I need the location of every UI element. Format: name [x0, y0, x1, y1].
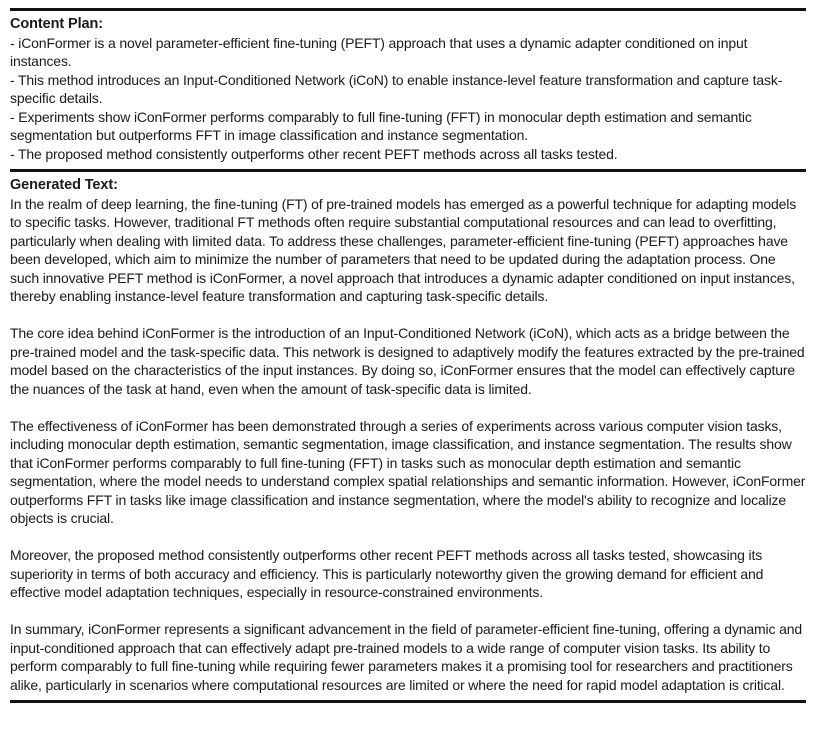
bottom-rule	[10, 700, 806, 703]
generated-text-section	[10, 172, 806, 700]
content-plan-heading: Content Plan:	[10, 16, 103, 32]
generated-text-paragraph: In summary, iConFormer represents a significant advancement in the field of parameter-efficient fine-tuning, offering a dynamic and input-conditioned approach that can effectively adapt pre-trained models to a wide range of computer vision tasks. Its ability to perform comparably to full fine-tuning while requiring fewer parameters makes it a promising tool for researchers and practitioners alike, particularly in scenarios where computational resources are limited or where the need for rapid model adaptation is critical.	[10, 621, 802, 693]
content-plan-item: - iConFormer is a novel parameter-efficient fine-tuning (PEFT) approach that uses a dynamic adapter conditioned on input instances.	[10, 34, 748, 69]
generated-text-paragraph: The core idea behind iConFormer is the introduction of an Input-Conditioned Network (iCoN), which acts as a bridge between the pre-trained model and the task-specific data. This network is designed to adaptively modify the features extracted by the pre-trained model based on the characteristics of the input instances. By doing so, iConFormer ensures that the model can effectively capture the nuances of the task at hand, even when the amount of task-specific data is limited.	[10, 325, 805, 397]
content-plan-section	[10, 11, 806, 169]
content-plan-item: - The proposed method consistently outperforms other recent PEFT methods across all tasks tested.	[10, 145, 618, 162]
content-plan-item: - This method introduces an Input-Conditioned Network (iCoN) to enable instance-level feature transformation and capture task-specific details.	[10, 71, 783, 106]
generated-text-paragraph: The effectiveness of iConFormer has been demonstrated through a series of experiments across various computer vision tasks, including monocular depth estimation, semantic segmentation, image classification, and instance segmentation. The results show that iConFormer performs comparably to full fine-tuning (FFT) in tasks such as monocular depth estimation and semantic segmentation, where the model needs to understand complex spatial relationships and semantic information. However, iConFormer outperforms FFT in tasks like image classification and instance segmentation, where the model's ability to recognize and localize objects is crucial.	[10, 417, 806, 526]
content-plan-item: - Experiments show iConFormer performs comparably to full fine-tuning (FFT) in monocular depth estimation and semantic segmentation but outperforms FFT in image classification and instance segmentation.	[10, 108, 752, 143]
generated-text-paragraph: Moreover, the proposed method consistently outperforms other recent PEFT methods across all tasks tested, showcasing its superiority in terms of both accuracy and efficiency. This is particularly noteworthy given the growing demand for efficient and effective model adaptation techniques, especially in resource-constrained environments.	[10, 547, 764, 600]
generated-text-paragraph: In the realm of deep learning, the fine-tuning (FT) of pre-trained models has emerged as a powerful technique for adapting models to specific tasks. However, traditional FT methods often require substantial computational resources and can lead to overfitting, particularly when dealing with limited data. To address these challenges, parameter-efficient fine-tuning (PEFT) approaches have been developed, which aim to minimize the number of parameters that need to be updated during the adaptation process. One such innovative PEFT method is iConFormer, a novel approach that introduces a dynamic adapter conditioned on input instances, thereby enabling instance-level feature transformation and capturing task-specific details.	[10, 195, 797, 304]
generated-text-heading: Generated Text:	[10, 177, 118, 193]
